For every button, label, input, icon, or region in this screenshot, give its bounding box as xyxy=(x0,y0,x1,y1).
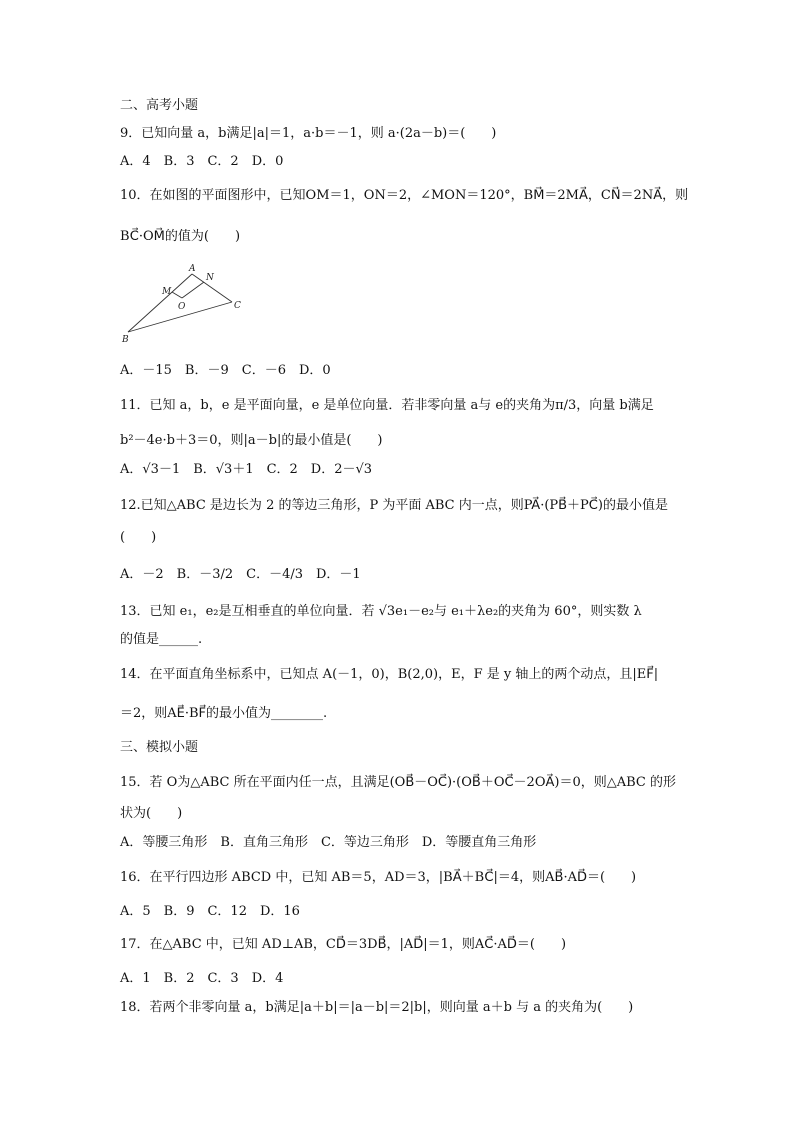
q15-stem-line1: 15．若 O为△ABC 所在平面内任一点，且满足(OB⃗－OC⃗)·(OB⃗＋OC⃗－2OA⃗)＝0，则△ABC 的形 xyxy=(120,775,676,790)
q10-stem-line2: BC⃗·OM⃗的值为( ) xyxy=(120,229,241,244)
label-C: C xyxy=(234,301,241,311)
q15-options: A．等腰三角形 B．直角三角形 C．等边三角形 D．等腰直角三角形 xyxy=(120,835,537,850)
label-O: O xyxy=(178,302,186,312)
q16-options: A．5 B．9 C．12 D．16 xyxy=(120,904,300,919)
q10-stem-line1: 10．在如图的平面图形中，已知OM＝1，ON＝2，∠MON＝120°，BM⃗＝2MA⃗，CN⃗＝2NA⃗，则 xyxy=(120,188,689,203)
q11-stem-line2: b²－4e·b＋3＝0，则|a－b|的最小值是( ) xyxy=(120,433,383,448)
label-B: B xyxy=(122,335,129,345)
segment-ON xyxy=(182,282,204,298)
q14-stem-line1: 14．在平面直角坐标系中，已知点 A(－1，0)，B(2,0)，E，F 是 y 轴上的两个动点，且|EF⃗| xyxy=(120,667,659,682)
q13-stem-line1: 13．已知 e₁，e₂是互相垂直的单位向量．若 √3e₁－e₂与 e₁＋λe₂的夹角为 60°，则实数 λ xyxy=(120,604,642,619)
label-N: N xyxy=(206,273,214,283)
label-A: A xyxy=(189,264,196,274)
q18-stem: 18．若两个非零向量 a，b满足|a＋b|＝|a－b|＝2|b|，则向量 a＋b 与 a 的夹角为( ) xyxy=(120,1000,634,1015)
segment-MO xyxy=(172,292,182,298)
q16-stem: 16．在平行四边形 ABCD 中，已知 AB＝5，AD＝3，|BA⃗＋BC⃗|＝4，则AB⃗·AD⃗＝( ) xyxy=(120,870,637,885)
q17-options: A．1 B．2 C．3 D．4 xyxy=(120,971,284,986)
q14-stem-line2: ＝2，则AE⃗·BF⃗的最小值为________. xyxy=(120,706,328,721)
q17-stem: 17．在△ABC 中，已知 AD⊥AB，CD⃗＝3DB⃗，|AD⃗|＝1，则AC⃗·AD⃗＝( ) xyxy=(120,937,567,952)
q11-options: A．√3－1 B．√3＋1 C．2 D．2－√3 xyxy=(120,462,373,477)
q12-stem-line1: 12.已知△ABC 是边长为 2 的等边三角形，P 为平面 ABC 内一点，则PA⃗·(PB⃗＋PC⃗)的最小值是 xyxy=(120,498,668,513)
q10-options: A．－15 B．－9 C．－6 D．0 xyxy=(120,363,331,378)
q10-figure xyxy=(120,262,250,352)
q12-options: A．－2 B．－3/2 C．－4/3 D．－1 xyxy=(120,567,361,582)
q12-stem-line2: ( ) xyxy=(120,530,157,545)
section-heading-moni: 三、模拟小题 xyxy=(120,740,199,755)
label-M: M xyxy=(162,287,172,297)
q9-stem: 9．已知向量 a，b满足|a|＝1，a·b＝－1，则 a·(2a－b)＝( ) xyxy=(120,126,497,141)
section-heading-gaokao: 二、高考小题 xyxy=(120,98,199,113)
q13-stem-line2: 的值是______. xyxy=(120,632,203,647)
q9-options: A．4 B．3 C．2 D．0 xyxy=(120,154,284,169)
q15-stem-line2: 状为( ) xyxy=(120,806,183,821)
q11-stem-line1: 11．已知 a，b，e 是平面向量，e 是单位向量．若非零向量 a与 e的夹角为π/3，向量 b满足 xyxy=(120,398,654,413)
